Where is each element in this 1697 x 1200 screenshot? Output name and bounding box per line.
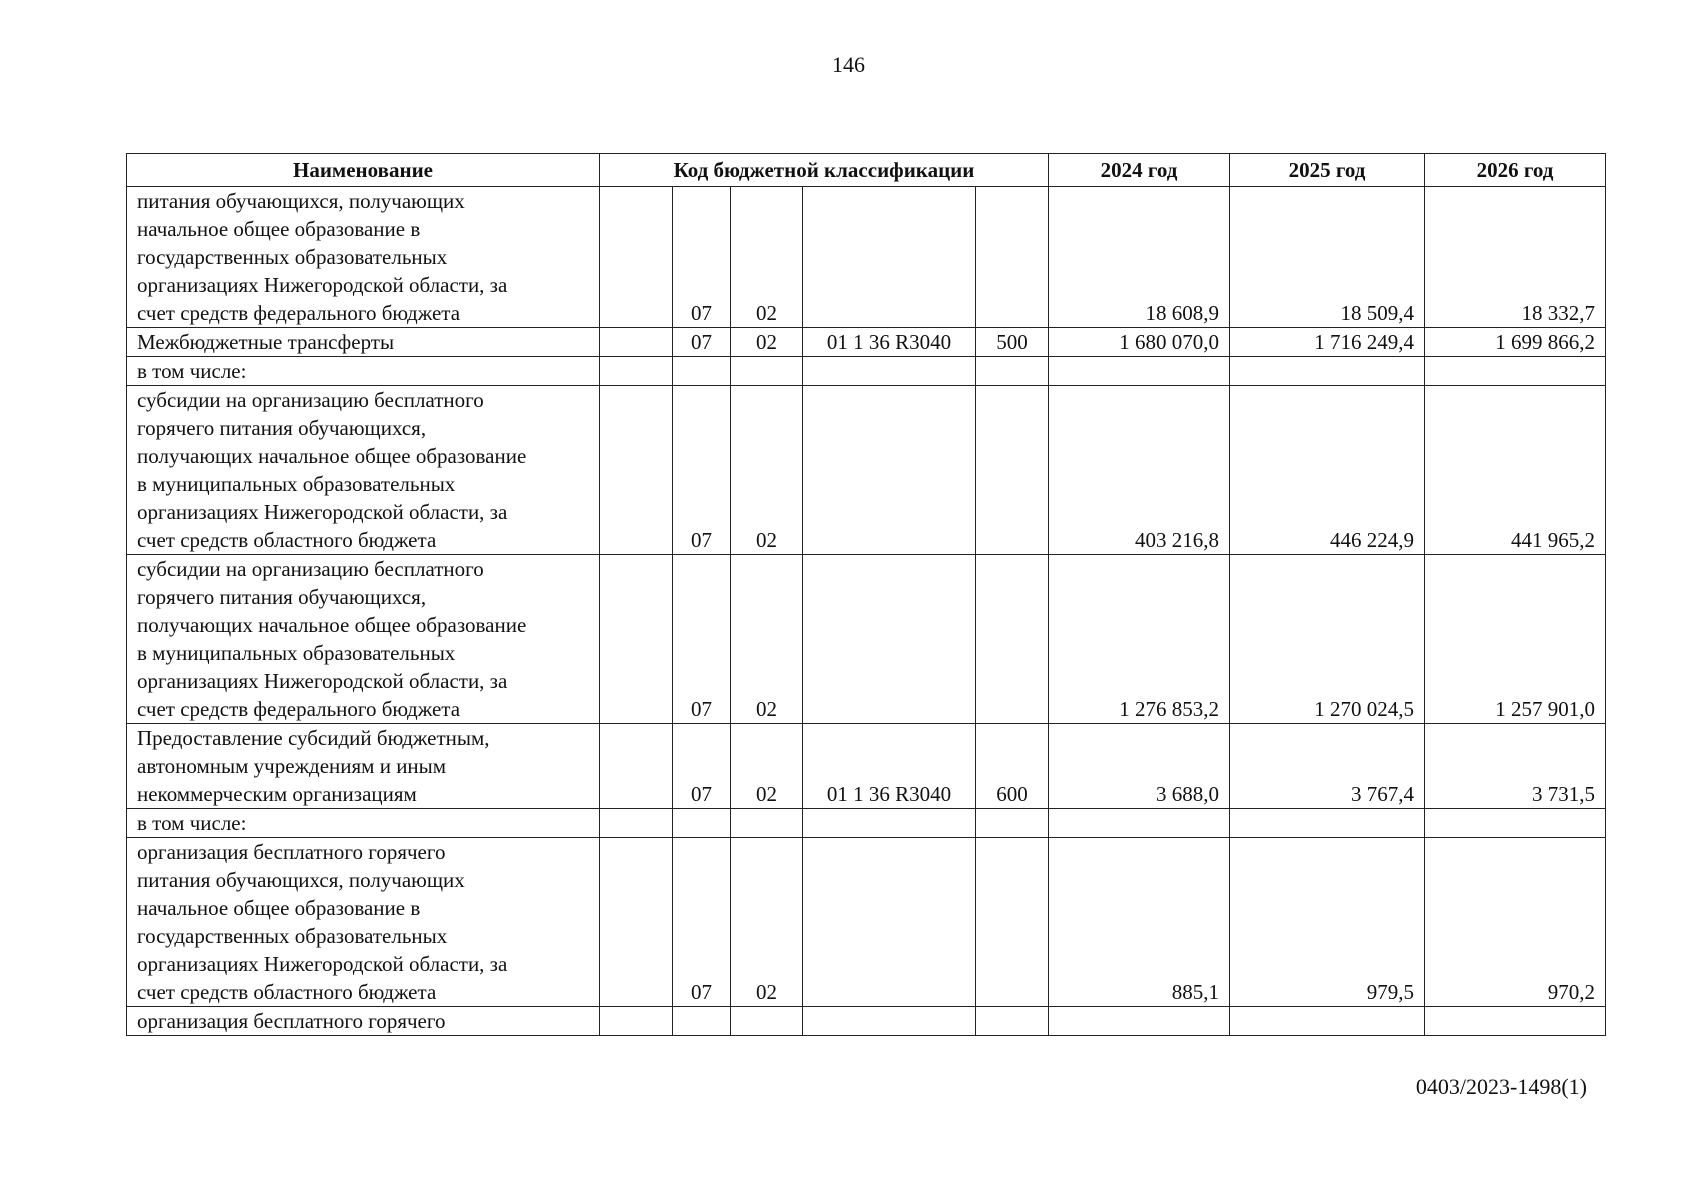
value-2026: 1 699 866,2 xyxy=(1425,328,1606,357)
row-name: организация бесплатного горячего питания обучающихся, получающих начальное общее образование в государственных образовательных организациях Нижегородской области, за счет средств областного бюджета xyxy=(127,838,600,1007)
code-target-article xyxy=(803,809,976,838)
code-section xyxy=(673,809,731,838)
table-row xyxy=(127,1007,1606,1036)
row-name: в том числе: xyxy=(127,809,600,838)
value-2025: 3 767,4 xyxy=(1230,724,1425,809)
value-2026 xyxy=(1425,357,1606,386)
code-section xyxy=(673,1007,731,1036)
code-section xyxy=(673,357,731,386)
code-expense-type xyxy=(976,187,1049,328)
code-subsection xyxy=(731,809,803,838)
code-target-article: 01 1 36 R3040 xyxy=(803,328,976,357)
value-2026 xyxy=(1425,809,1606,838)
table-row xyxy=(127,555,1606,724)
code-subsection: 02 xyxy=(731,328,803,357)
code-part-1 xyxy=(600,724,673,809)
header-code: Код бюджетной классификации xyxy=(600,154,1049,187)
value-2025 xyxy=(1230,1007,1425,1036)
code-section: 07 xyxy=(673,187,731,328)
table-row xyxy=(127,838,1606,1007)
code-section: 07 xyxy=(673,386,731,555)
value-2025 xyxy=(1230,357,1425,386)
code-expense-type xyxy=(976,357,1049,386)
value-2024 xyxy=(1049,1007,1230,1036)
header-2026: 2026 год xyxy=(1425,154,1606,187)
header-2025: 2025 год xyxy=(1230,154,1425,187)
table-row xyxy=(127,809,1606,838)
code-part-1 xyxy=(600,555,673,724)
code-subsection xyxy=(731,1007,803,1036)
code-subsection: 02 xyxy=(731,838,803,1007)
value-2025: 1 716 249,4 xyxy=(1230,328,1425,357)
code-expense-type: 500 xyxy=(976,328,1049,357)
code-expense-type xyxy=(976,838,1049,1007)
value-2026: 441 965,2 xyxy=(1425,386,1606,555)
row-name: субсидии на организацию бесплатного горячего питания обучающихся, получающих начальное общее образование в муниципальных образовательных организациях Нижегородской области, за счет средств федерального бюджета xyxy=(127,555,600,724)
table-row xyxy=(127,187,1606,328)
code-part-1 xyxy=(600,838,673,1007)
code-part-1 xyxy=(600,1007,673,1036)
value-2024 xyxy=(1049,809,1230,838)
value-2025: 446 224,9 xyxy=(1230,386,1425,555)
row-name: Предоставление субсидий бюджетным, автономным учреждениям и иным некоммерческим организациям xyxy=(127,724,600,809)
code-section: 07 xyxy=(673,328,731,357)
value-2024 xyxy=(1049,357,1230,386)
code-section: 07 xyxy=(673,555,731,724)
value-2024: 1 276 853,2 xyxy=(1049,555,1230,724)
code-target-article xyxy=(803,838,976,1007)
value-2025: 979,5 xyxy=(1230,838,1425,1007)
value-2026: 18 332,7 xyxy=(1425,187,1606,328)
code-part-1 xyxy=(600,328,673,357)
value-2026: 3 731,5 xyxy=(1425,724,1606,809)
code-expense-type xyxy=(976,386,1049,555)
value-2026 xyxy=(1425,1007,1606,1036)
value-2025 xyxy=(1230,809,1425,838)
code-subsection: 02 xyxy=(731,724,803,809)
value-2026: 1 257 901,0 xyxy=(1425,555,1606,724)
code-section: 07 xyxy=(673,838,731,1007)
value-2024: 885,1 xyxy=(1049,838,1230,1007)
header-name: Наименование xyxy=(127,154,600,187)
code-section: 07 xyxy=(673,724,731,809)
code-subsection: 02 xyxy=(731,555,803,724)
document-number: 0403/2023-1498(1) xyxy=(1415,1074,1587,1099)
row-name: в том числе: xyxy=(127,357,600,386)
code-target-article: 01 1 36 R3040 xyxy=(803,724,976,809)
table-row xyxy=(127,328,1606,357)
row-name: организация бесплатного горячего xyxy=(127,1007,600,1036)
table-header-row xyxy=(127,154,1606,187)
value-2024: 403 216,8 xyxy=(1049,386,1230,555)
row-name: питания обучающихся, получающих начальное общее образование в государственных образовательных организациях Нижегородской области, за счет средств федерального бюджета xyxy=(127,187,600,328)
code-target-article xyxy=(803,187,976,328)
code-expense-type xyxy=(976,555,1049,724)
code-expense-type xyxy=(976,1007,1049,1036)
budget-table xyxy=(126,153,1606,1036)
code-part-1 xyxy=(600,809,673,838)
value-2024: 3 688,0 xyxy=(1049,724,1230,809)
header-2024: 2024 год xyxy=(1049,154,1230,187)
code-subsection: 02 xyxy=(731,386,803,555)
code-part-1 xyxy=(600,386,673,555)
value-2025: 18 509,4 xyxy=(1230,187,1425,328)
code-part-1 xyxy=(600,187,673,328)
code-target-article xyxy=(803,1007,976,1036)
value-2024: 1 680 070,0 xyxy=(1049,328,1230,357)
code-target-article xyxy=(803,386,976,555)
code-expense-type xyxy=(976,809,1049,838)
value-2026: 970,2 xyxy=(1425,838,1606,1007)
value-2024: 18 608,9 xyxy=(1049,187,1230,328)
page-number: 146 xyxy=(832,52,865,77)
row-name: субсидии на организацию бесплатного горячего питания обучающихся, получающих начальное общее образование в муниципальных образовательных организациях Нижегородской области, за счет средств областного бюджета xyxy=(127,386,600,555)
table-row xyxy=(127,357,1606,386)
code-target-article xyxy=(803,555,976,724)
code-subsection: 02 xyxy=(731,187,803,328)
code-part-1 xyxy=(600,357,673,386)
code-target-article xyxy=(803,357,976,386)
code-expense-type: 600 xyxy=(976,724,1049,809)
table-row xyxy=(127,386,1606,555)
code-subsection xyxy=(731,357,803,386)
table-row xyxy=(127,724,1606,809)
row-name: Межбюджетные трансферты xyxy=(127,328,600,357)
value-2025: 1 270 024,5 xyxy=(1230,555,1425,724)
